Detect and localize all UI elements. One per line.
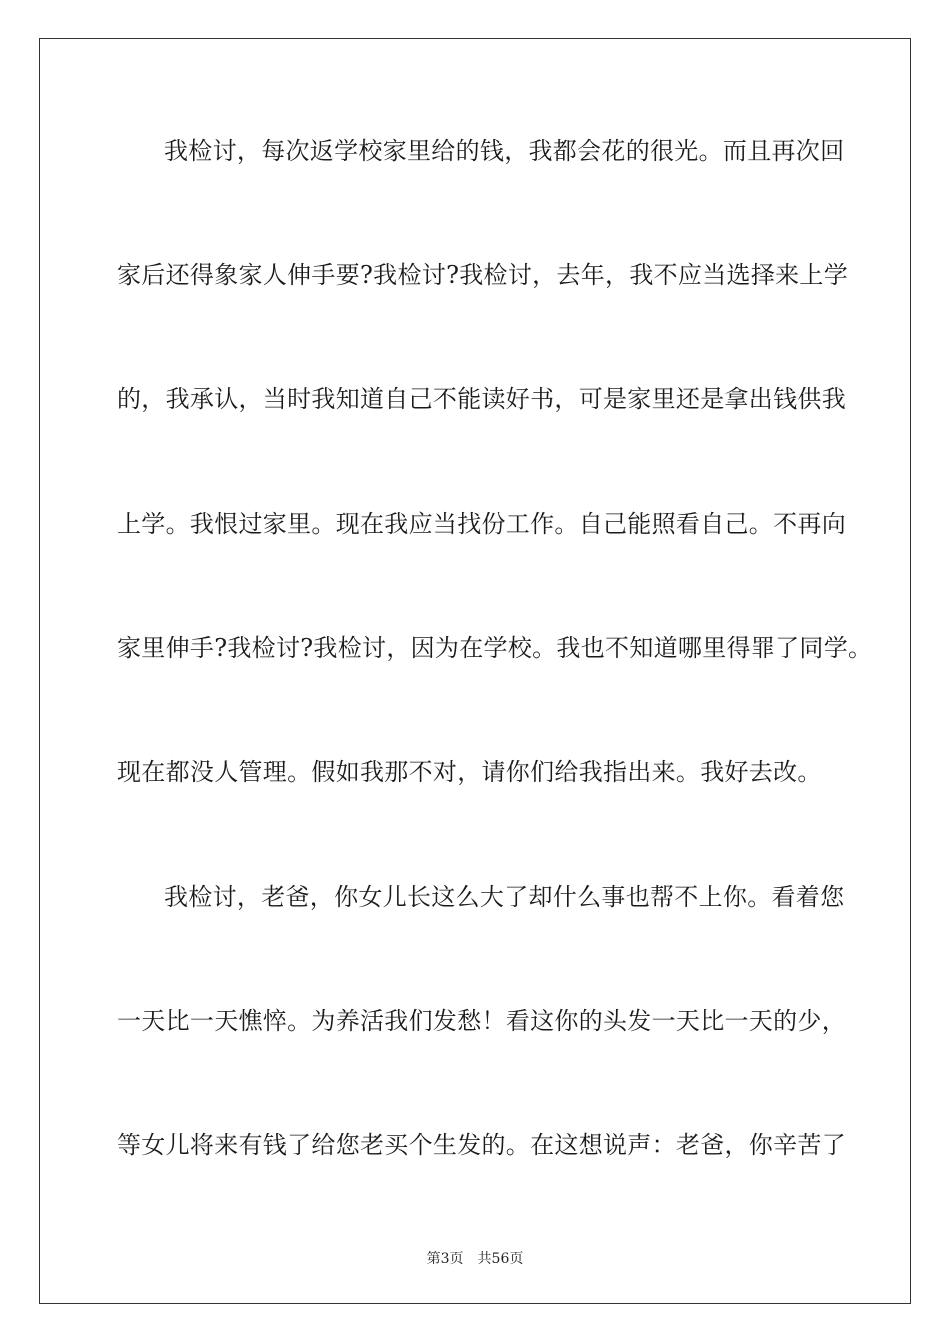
paragraph-line: 家后还得象家人伸手要?我检讨?我检讨，去年，我不应当选择来上学 [117,261,849,289]
paragraph-line: 我检讨，老爸，你女儿长这么大了却什么事也帮不上你。看着您 [164,883,845,911]
paragraph-line: 我检讨，每次返学校家里给的钱，我都会花的很光。而且再次回 [164,137,845,165]
paragraph-line: 一天比一天憔悴。为养活我们发愁！看这你的头发一天比一天的少， [117,1007,846,1035]
page-number: 第3页 [426,1251,464,1267]
paragraph-line: 上学。我恨过家里。现在我应当找份工作。自己能照看自己。不再向 [117,510,846,538]
paragraph-line: 现在都没人管理。假如我那不对，请你们给我指出来。我好去改。 [117,758,822,786]
paragraph-line: 家里伸手?我检讨?我检讨，因为在学校。我也不知道哪里得罪了同学。 [117,634,873,662]
page-total: 共56页 [477,1251,524,1267]
paragraph-line: 的，我承认，当时我知道自己不能读好书，可是家里还是拿出钱供我 [117,385,846,413]
paragraph-line: 等女儿将来有钱了给您老买个生发的。在这想说声：老爸，你辛苦了 [117,1131,846,1159]
page-footer [0,1248,950,1268]
page-border [39,38,911,1304]
